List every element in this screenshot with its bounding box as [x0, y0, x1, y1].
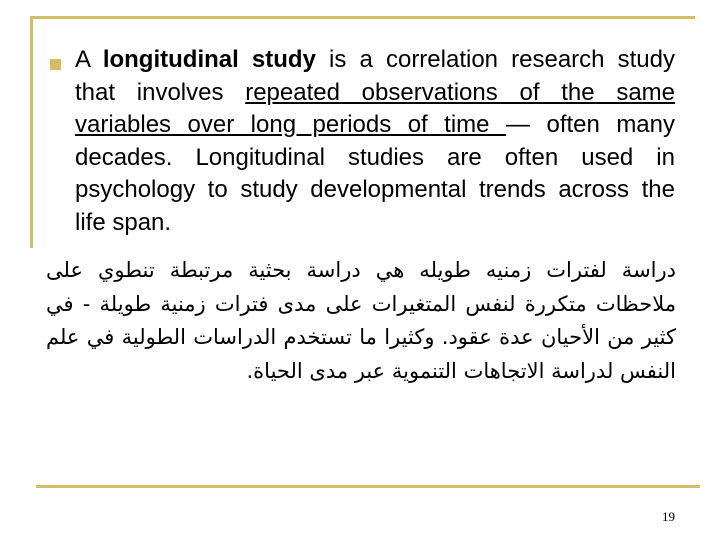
- underlined-phrase: repeated observations of the same variables over long periods of time: [75, 78, 676, 138]
- english-paragraph: [75, 44, 675, 239]
- left-accent-line: [30, 16, 33, 248]
- term-longitudinal-study: longitudinal study: [102, 46, 316, 73]
- square-bullet-icon: [50, 59, 61, 70]
- top-accent-line: [30, 16, 695, 19]
- page-number: 19: [662, 509, 675, 524]
- text-continuation: — often many decades. Longitudinal studies are often used in psychology to study developmental trends across the life span.: [75, 111, 676, 236]
- text-intro: A: [75, 46, 103, 73]
- text-definition: is a correlation research study that involves: [75, 46, 675, 106]
- arabic-paragraph: دراسة لفترات زمنيه طويله هي دراسة بحثية مرتبطة تنطوي على ملاحظات متكررة لنفس المتغيرات على مدى فترات زمنية طويلة - في كثير من الأحيان عدة عقود. وكثيرا ما تستخدم الدراسات الطولية في علم النفس لدراسة الاتجاهات التنموية عبر مدى الحياة.: [46, 258, 676, 383]
- bottom-accent-line: [36, 485, 700, 488]
